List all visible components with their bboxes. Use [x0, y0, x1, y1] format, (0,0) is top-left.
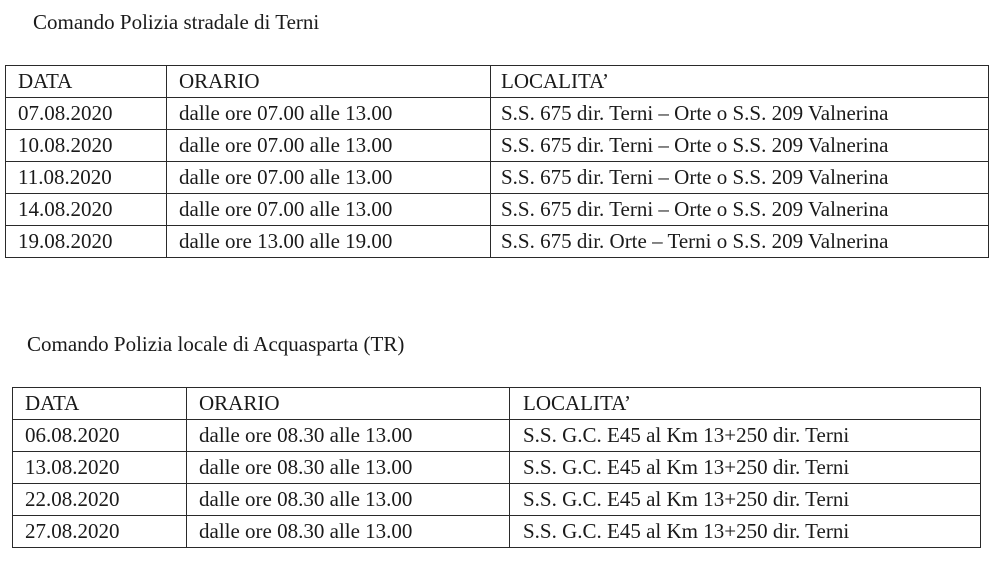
- location-cell: S.S. G.C. E45 al Km 13+250 dir. Terni: [510, 516, 981, 548]
- table-row: [6, 130, 989, 162]
- date-cell: 06.08.2020: [13, 420, 187, 452]
- time-cell: dalle ore 08.30 alle 13.00: [187, 516, 510, 548]
- date-cell: 13.08.2020: [13, 452, 187, 484]
- column-header-orario: ORARIO: [187, 388, 510, 420]
- location-cell: S.S. 675 dir. Terni – Orte o S.S. 209 Valnerina: [491, 162, 989, 194]
- location-cell: S.S. G.C. E45 al Km 13+250 dir. Terni: [510, 420, 981, 452]
- table-row: [13, 420, 981, 452]
- date-cell: 10.08.2020: [6, 130, 167, 162]
- location-cell: S.S. 675 dir. Terni – Orte o S.S. 209 Valnerina: [491, 98, 989, 130]
- time-cell: dalle ore 08.30 alle 13.00: [187, 420, 510, 452]
- column-header-orario: ORARIO: [167, 66, 491, 98]
- date-cell: 14.08.2020: [6, 194, 167, 226]
- schedule-table-polizia-stradale: [5, 65, 989, 258]
- table-row: [13, 452, 981, 484]
- time-cell: dalle ore 07.00 alle 13.00: [167, 194, 491, 226]
- time-cell: dalle ore 08.30 alle 13.00: [187, 484, 510, 516]
- location-cell: S.S. 675 dir. Orte – Terni o S.S. 209 Valnerina: [491, 226, 989, 258]
- location-cell: S.S. 675 dir. Terni – Orte o S.S. 209 Valnerina: [491, 130, 989, 162]
- location-cell: S.S. G.C. E45 al Km 13+250 dir. Terni: [510, 484, 981, 516]
- table-header-row: [13, 388, 981, 420]
- date-cell: 07.08.2020: [6, 98, 167, 130]
- column-header-data: DATA: [13, 388, 187, 420]
- section-title-polizia-locale: Comando Polizia locale di Acquasparta (TR): [27, 332, 405, 356]
- date-cell: 27.08.2020: [13, 516, 187, 548]
- time-cell: dalle ore 07.00 alle 13.00: [167, 98, 491, 130]
- table-row: [13, 516, 981, 548]
- table-row: [6, 98, 989, 130]
- column-header-localita: LOCALITA’: [510, 388, 981, 420]
- time-cell: dalle ore 13.00 alle 19.00: [167, 226, 491, 258]
- table-row: [13, 484, 981, 516]
- table-row: [6, 194, 989, 226]
- date-cell: 11.08.2020: [6, 162, 167, 194]
- schedule-table-polizia-locale: [12, 387, 981, 548]
- location-cell: S.S. G.C. E45 al Km 13+250 dir. Terni: [510, 452, 981, 484]
- table-row: [6, 162, 989, 194]
- column-header-data: DATA: [6, 66, 167, 98]
- time-cell: dalle ore 08.30 alle 13.00: [187, 452, 510, 484]
- section-title-polizia-stradale: Comando Polizia stradale di Terni: [33, 10, 320, 34]
- date-cell: 22.08.2020: [13, 484, 187, 516]
- time-cell: dalle ore 07.00 alle 13.00: [167, 130, 491, 162]
- time-cell: dalle ore 07.00 alle 13.00: [167, 162, 491, 194]
- column-header-localita: LOCALITA’: [491, 66, 989, 98]
- table-row: [6, 226, 989, 258]
- date-cell: 19.08.2020: [6, 226, 167, 258]
- location-cell: S.S. 675 dir. Terni – Orte o S.S. 209 Valnerina: [491, 194, 989, 226]
- table-header-row: [6, 66, 989, 98]
